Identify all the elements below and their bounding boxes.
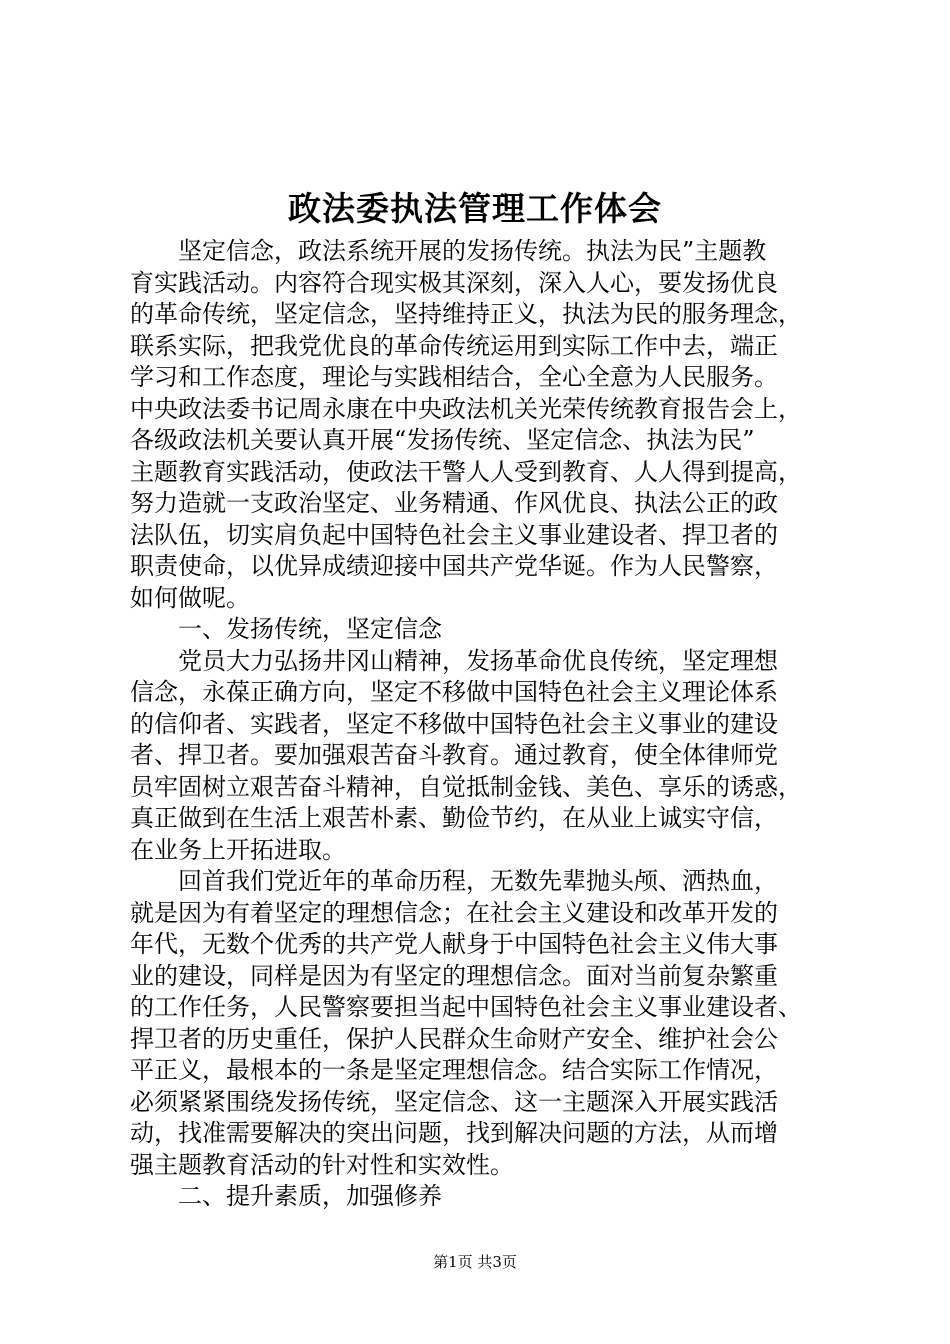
text-line: 年代，无数个优秀的共产党人献身于中国特色社会主义伟大事 xyxy=(130,930,778,958)
document-body xyxy=(130,236,830,1213)
text-line: 回首我们党近年的革命历程，无数先辈抛头颅、洒热血， xyxy=(130,867,778,895)
text-line: 真正做到在生活上艰苦朴素、勤俭节约，在从业上诚实守信， xyxy=(130,804,778,832)
text-line: 的信仰者、实践者，坚定不移做中国特色社会主义事业的建设 xyxy=(130,709,778,738)
section-heading: 二、提升素质，加强修养 xyxy=(130,1182,442,1210)
text-line: 者、捍卫者。要加强艰苦奋斗教育。通过教育，使全体律师党 xyxy=(130,741,778,769)
section-heading: 一、发扬传统，坚定信念 xyxy=(130,615,442,643)
text-line: 如何做呢。 xyxy=(130,583,250,612)
text-line: 业的建设，同样是因为有坚定的理想信念。面对当前复杂繁重 xyxy=(130,961,778,990)
text-line: 捍卫者的历史重任，保护人民群众生命财产安全、维护社会公 xyxy=(130,1024,778,1053)
text-line: 各级政法机关要认真开展“发扬传统、坚定信念、执法为民” xyxy=(130,426,755,454)
text-line: 中央政法委书记周永康在中央政法机关光荣传统教育报告会上， xyxy=(130,394,802,423)
text-line: 努力造就一支政治坚定、业务精通、作风优良、执法公正的政 xyxy=(130,489,778,517)
text-line: 在业务上开拓进取。 xyxy=(130,835,346,864)
text-line: 党员大力弘扬井冈山精神，发扬革命优良传统，坚定理想 xyxy=(130,646,778,675)
text-line: 信念，永葆正确方向，坚定不移做中国特色社会主义理论体系 xyxy=(130,678,778,706)
document-title: 政法委执法管理工作体会 xyxy=(288,189,662,228)
text-line: 联系实际，把我党优良的革命传统运用到实际工作中去，端正 xyxy=(130,331,778,360)
text-line: 学习和工作态度，理论与实践相结合，全心全意为人民服务。 xyxy=(130,363,778,391)
text-line: 必须紧紧围绕发扬传统，坚定信念、这一主题深入开展实践活 xyxy=(130,1087,778,1116)
text-line: 育实践活动。内容符合现实极其深刻，深入人心，要发扬优良 xyxy=(130,268,778,297)
text-line: 就是因为有着坚定的理想信念；在社会主义建设和改革开发的 xyxy=(130,898,778,927)
text-line: 的革命传统，坚定信念，坚持维持正义，执法为民的服务理念， xyxy=(130,300,802,328)
text-line: 职责使命，以优异成绩迎接中国共产党华诞。作为人民警察， xyxy=(130,552,778,580)
text-line: 强主题教育活动的针对性和实效性。 xyxy=(130,1150,514,1179)
text-line: 法队伍，切实肩负起中国特色社会主义事业建设者、捍卫者的 xyxy=(130,520,778,549)
text-line: 的工作任务，人民警察要担当起中国特色社会主义事业建设者、 xyxy=(130,993,802,1021)
text-line: 平正义，最根本的一条是坚定理想信念。结合实际工作情况， xyxy=(130,1056,778,1084)
text-line: 员牢固树立艰苦奋斗精神，自觉抵制金钱、美色、享乐的诱惑， xyxy=(130,772,802,801)
text-line: 主题教育实践活动，使政法干警人人受到教育、人人得到提高， xyxy=(130,457,802,486)
text-line: 动，找准需要解决的突出问题，找到解决问题的方法，从而增 xyxy=(130,1119,778,1147)
text-line: 坚定信念，政法系统开展的发扬传统。执法为民”主题教 xyxy=(130,237,767,265)
page-footer: 第1页 共3页 xyxy=(433,1253,517,1271)
